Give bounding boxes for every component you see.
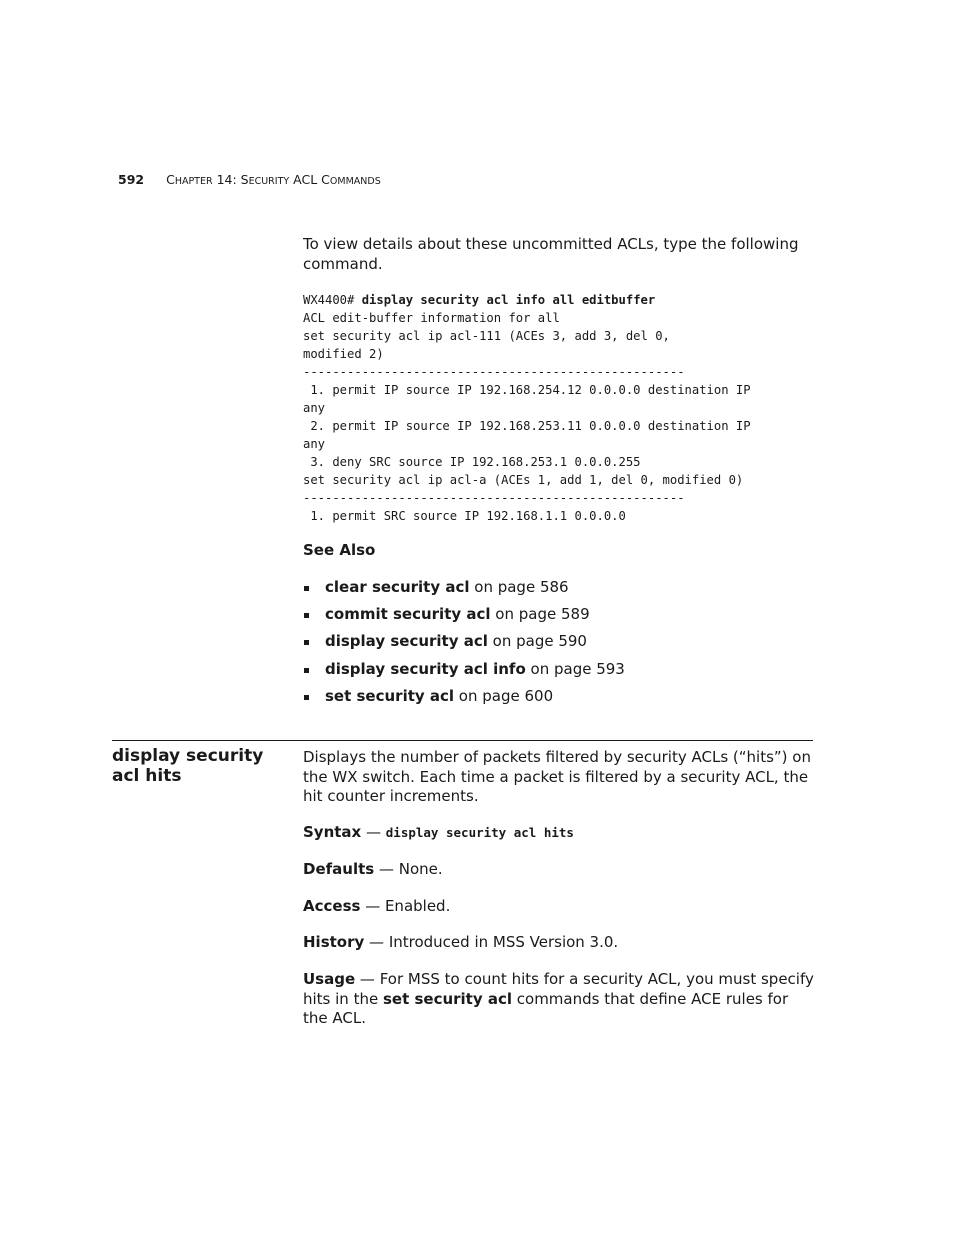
see-also-list (303, 578, 625, 714)
chapter-title: CHAPTER 14: SECURITY ACL COMMANDS (166, 172, 381, 187)
see-also-heading: See Also (303, 541, 376, 559)
see-also-item[interactable]: display security acl on page 590 (303, 632, 625, 659)
section-description: Displays the number of packets filtered by security ACLs (“hits”) on the WX switch. Each time a packet is filtered by a security ACL, the hit counter increments. (303, 748, 811, 805)
cli-prompt: WX4400# (303, 293, 362, 307)
usage-paragraph: Usage — For MSS to count hits for a security ACL, you must specify hits in the set security acl commands that define ACE rules for the ACL. (303, 970, 814, 1027)
history-line: History — Introduced in MSS Version 3.0. (303, 933, 619, 951)
section-divider (112, 740, 813, 741)
syntax-line: Syntax — display security acl hits (303, 823, 574, 841)
section-title: display security acl hits (112, 746, 264, 786)
see-also-item[interactable]: commit security acl on page 589 (303, 605, 625, 632)
intro-paragraph: To view details about these uncommitted ACLs, type the following command. (303, 235, 799, 273)
bullet-icon (304, 668, 309, 673)
code-example (303, 291, 751, 525)
defaults-line: Defaults — None. (303, 860, 443, 878)
syntax-command: display security acl hits (385, 825, 574, 840)
see-also-item[interactable]: clear security acl on page 586 (303, 578, 625, 605)
cli-command: display security acl info all editbuffer (361, 293, 656, 307)
page-number: 592 (118, 172, 145, 187)
running-header (118, 172, 381, 187)
see-also-item[interactable]: set security acl on page 600 (303, 687, 625, 714)
bullet-icon (304, 695, 309, 700)
bullet-icon (304, 586, 309, 591)
cli-output: ACL edit-buffer information for all set security acl ip acl-111 (ACEs 3, add 3, del 0, modified 2) ---------------------------------------------------- 1. permit IP source IP 192.168.254.12 0.0.0.0 destination IP any 2. permit IP source IP 192.168.253.11 0.0.0.0 destination IP any 3. deny SRC source IP 192.168.253.1 0.0.0.255 set security acl ip acl-a (ACEs 1, add 1, del 0, modified 0) ---------------------------------------------------- 1. permit SRC source IP 192.168.1.1 0.0.0.0 (303, 311, 751, 523)
bullet-icon (304, 640, 309, 645)
bullet-icon (304, 613, 309, 618)
access-line: Access — Enabled. (303, 897, 451, 915)
see-also-item[interactable]: display security acl info on page 593 (303, 660, 625, 687)
